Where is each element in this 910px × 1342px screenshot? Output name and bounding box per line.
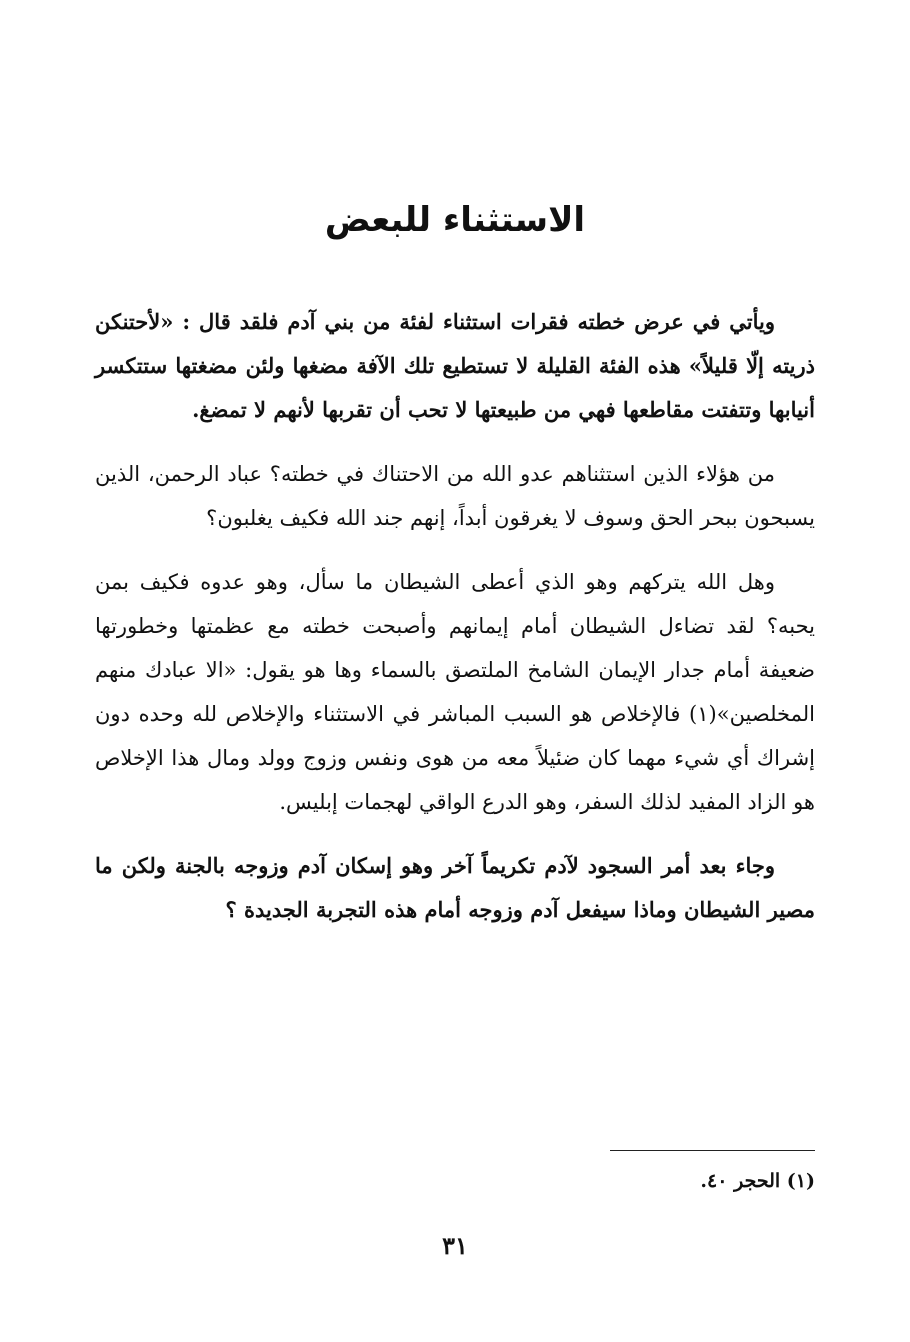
page-number: ٣١	[442, 1231, 468, 1260]
footnote: (١) الحجر ٤٠.	[700, 1170, 815, 1192]
paragraph-3: وهل الله يتركهم وهو الذي أعطى الشيطان ما سأل، وهو عدوه فكيف بمن يحبه؟ لقد تضاءل الشيطان أمام إيمانهم وأصبحت خطته مع عظمتها وخطورتها ضعيفة أمام جدار الإيمان الشامخ الملتصق بالسماء وها هو يقول: «الا عبادك منهم المخلصين»(١) فالإخلاص هو السبب المباشر في الاستثناء والإخلاص لله وحده دون إشراك أي شيء مهما كان ضئيلاً معه من هوى ونفس وزوج وولد ومال هذا الإخلاص هو الزاد المفيد لذلك السفر، وهو الدرع الواقي لهجمات إبليس.	[95, 570, 815, 814]
paragraph-1: ويأتي في عرض خطته فقرات استثناء لفئة من بني آدم فلقد قال : «لأحتنكن ذريته إلّا قليلاً» هذه الفئة القليلة لا تستطيع تلك الآفة مضغها ولئن مضغتها ستتكسر أنيابها وتتفتت مقاطعها فهي من طبيعتها لا تحب أن تقربها لأنهم لا تمضغ.	[95, 309, 815, 422]
footnote-divider	[610, 1150, 815, 1151]
body-text	[95, 300, 815, 952]
paragraph-2: من هؤلاء الذين استثناهم عدو الله من الاحتناك في خطته؟ عباد الرحمن، الذين يسبحون ببحر الحق وسوف لا يغرقون أبداً، إنهم جند الله فكيف يغلبون؟	[95, 462, 815, 530]
section-heading: الاستثناء للبعض	[324, 200, 586, 240]
paragraph-4: وجاء بعد أمر السجود لآدم تكريماً آخر وهو إسكان آدم وزوجه بالجنة ولكن ما مصير الشيطان وماذا سيفعل آدم وزوجه أمام هذه التجربة الجديدة ؟	[95, 853, 815, 922]
